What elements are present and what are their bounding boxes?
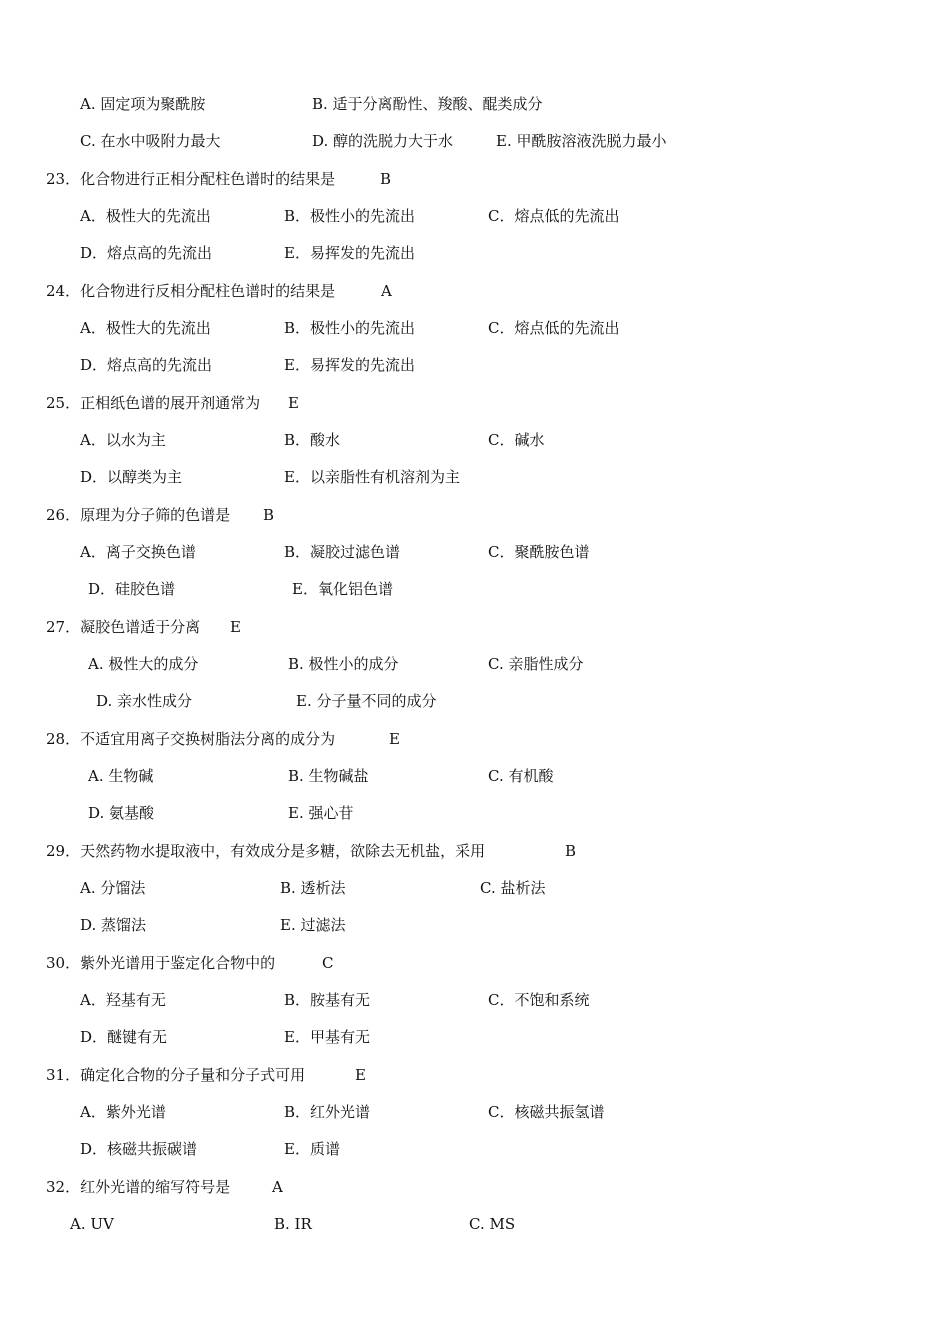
question-answer: A xyxy=(272,1178,283,1196)
question-answer: B xyxy=(263,506,275,524)
option-a: A. UV xyxy=(70,1215,114,1233)
question-stem: 27．凝胶色谱适于分离 xyxy=(46,618,201,636)
option-c: C．碱水 xyxy=(488,431,545,449)
option-a: A. 生物碱 xyxy=(88,767,154,785)
option-d: D．核磁共振碳谱 xyxy=(80,1140,198,1158)
question-stem: 26．原理为分子筛的色谱是 xyxy=(46,506,231,524)
option-c: C. MS xyxy=(469,1215,516,1233)
question-stem: 23．化合物进行正相分配柱色谱时的结果是 xyxy=(46,170,336,188)
option-e: E．易挥发的先流出 xyxy=(284,356,415,374)
option-d: D. 亲水性成分 xyxy=(96,692,193,710)
option-b: B．极性小的先流出 xyxy=(284,207,416,225)
option-e: E．以亲脂性有机溶剂为主 xyxy=(284,468,460,486)
question-answer: C xyxy=(322,954,334,972)
question-stem: 29．天然药物水提取液中，有效成分是多糖，欲除去无机盐，采用 xyxy=(46,842,486,860)
question-stem: 25．正相纸色谱的展开剂通常为 xyxy=(46,394,261,412)
option-d: D．醚键有无 xyxy=(80,1028,168,1046)
question-answer: E xyxy=(288,394,299,412)
question-answer: E xyxy=(389,730,400,748)
option-c: C. 盐析法 xyxy=(480,879,546,897)
option-e: E. 过滤法 xyxy=(280,916,346,934)
option-b: B. IR xyxy=(274,1215,312,1233)
option-b: B. 极性小的成分 xyxy=(288,655,399,673)
question-answer: B xyxy=(380,170,392,188)
q22-option-b: B. 适于分离酚性、羧酸、醌类成分 xyxy=(312,95,543,113)
option-c: C．熔点低的先流出 xyxy=(488,207,620,225)
option-b: B．极性小的先流出 xyxy=(284,319,416,337)
question-stem: 32．红外光谱的缩写符号是 xyxy=(46,1178,231,1196)
option-d: D. 氨基酸 xyxy=(88,804,155,822)
option-b: B. 生物碱盐 xyxy=(288,767,369,785)
option-b: B．胺基有无 xyxy=(284,991,371,1009)
option-c: C. 亲脂性成分 xyxy=(488,655,584,673)
q22-option-c: C. 在水中吸附力最大 xyxy=(80,132,221,150)
question-answer: A xyxy=(381,282,392,300)
option-d: D．熔点高的先流出 xyxy=(80,244,213,262)
option-c: C．熔点低的先流出 xyxy=(488,319,620,337)
question-stem: 31．确定化合物的分子量和分子式可用 xyxy=(46,1066,306,1084)
option-c: C. 有机酸 xyxy=(488,767,554,785)
option-e: E．易挥发的先流出 xyxy=(284,244,415,262)
option-b: B．凝胶过滤色谱 xyxy=(284,543,401,561)
question-answer: B xyxy=(565,842,577,860)
option-d: D．熔点高的先流出 xyxy=(80,356,213,374)
question-answer: E xyxy=(355,1066,366,1084)
option-e: E．甲基有无 xyxy=(284,1028,370,1046)
option-d: D. 蒸馏法 xyxy=(80,916,147,934)
option-a: A．羟基有无 xyxy=(80,991,166,1009)
option-c: C．核磁共振氢谱 xyxy=(488,1103,605,1121)
option-a: A．以水为主 xyxy=(80,431,166,449)
option-d: D．硅胶色谱 xyxy=(88,580,176,598)
question-answer: E xyxy=(230,618,241,636)
q22-option-e: E. 甲酰胺溶液洗脱力最小 xyxy=(496,132,667,150)
option-a: A. 分馏法 xyxy=(80,879,146,897)
option-c: C．不饱和系统 xyxy=(488,991,590,1009)
option-a: A．极性大的先流出 xyxy=(80,319,211,337)
option-b: B．酸水 xyxy=(284,431,341,449)
option-e: E. 分子量不同的成分 xyxy=(296,692,437,710)
q22-option-d: D. 醇的洗脱力大于水 xyxy=(312,132,454,150)
question-stem: 24．化合物进行反相分配柱色谱时的结果是 xyxy=(46,282,336,300)
q22-option-a: A. 固定项为聚酰胺 xyxy=(80,95,206,113)
option-e: E．质谱 xyxy=(284,1140,340,1158)
option-a: A．紫外光谱 xyxy=(80,1103,166,1121)
option-e: E. 强心苷 xyxy=(288,804,354,822)
option-b: B. 透析法 xyxy=(280,879,346,897)
option-e: E．氧化铝色谱 xyxy=(292,580,393,598)
option-d: D．以醇类为主 xyxy=(80,468,183,486)
option-a: A．离子交换色谱 xyxy=(80,543,196,561)
question-stem: 28．不适宜用离子交换树脂法分离的成分为 xyxy=(46,730,336,748)
option-a: A．极性大的先流出 xyxy=(80,207,211,225)
option-b: B．红外光谱 xyxy=(284,1103,371,1121)
option-c: C．聚酰胺色谱 xyxy=(488,543,590,561)
option-a: A. 极性大的成分 xyxy=(88,655,199,673)
question-stem: 30．紫外光谱用于鉴定化合物中的 xyxy=(46,954,276,972)
